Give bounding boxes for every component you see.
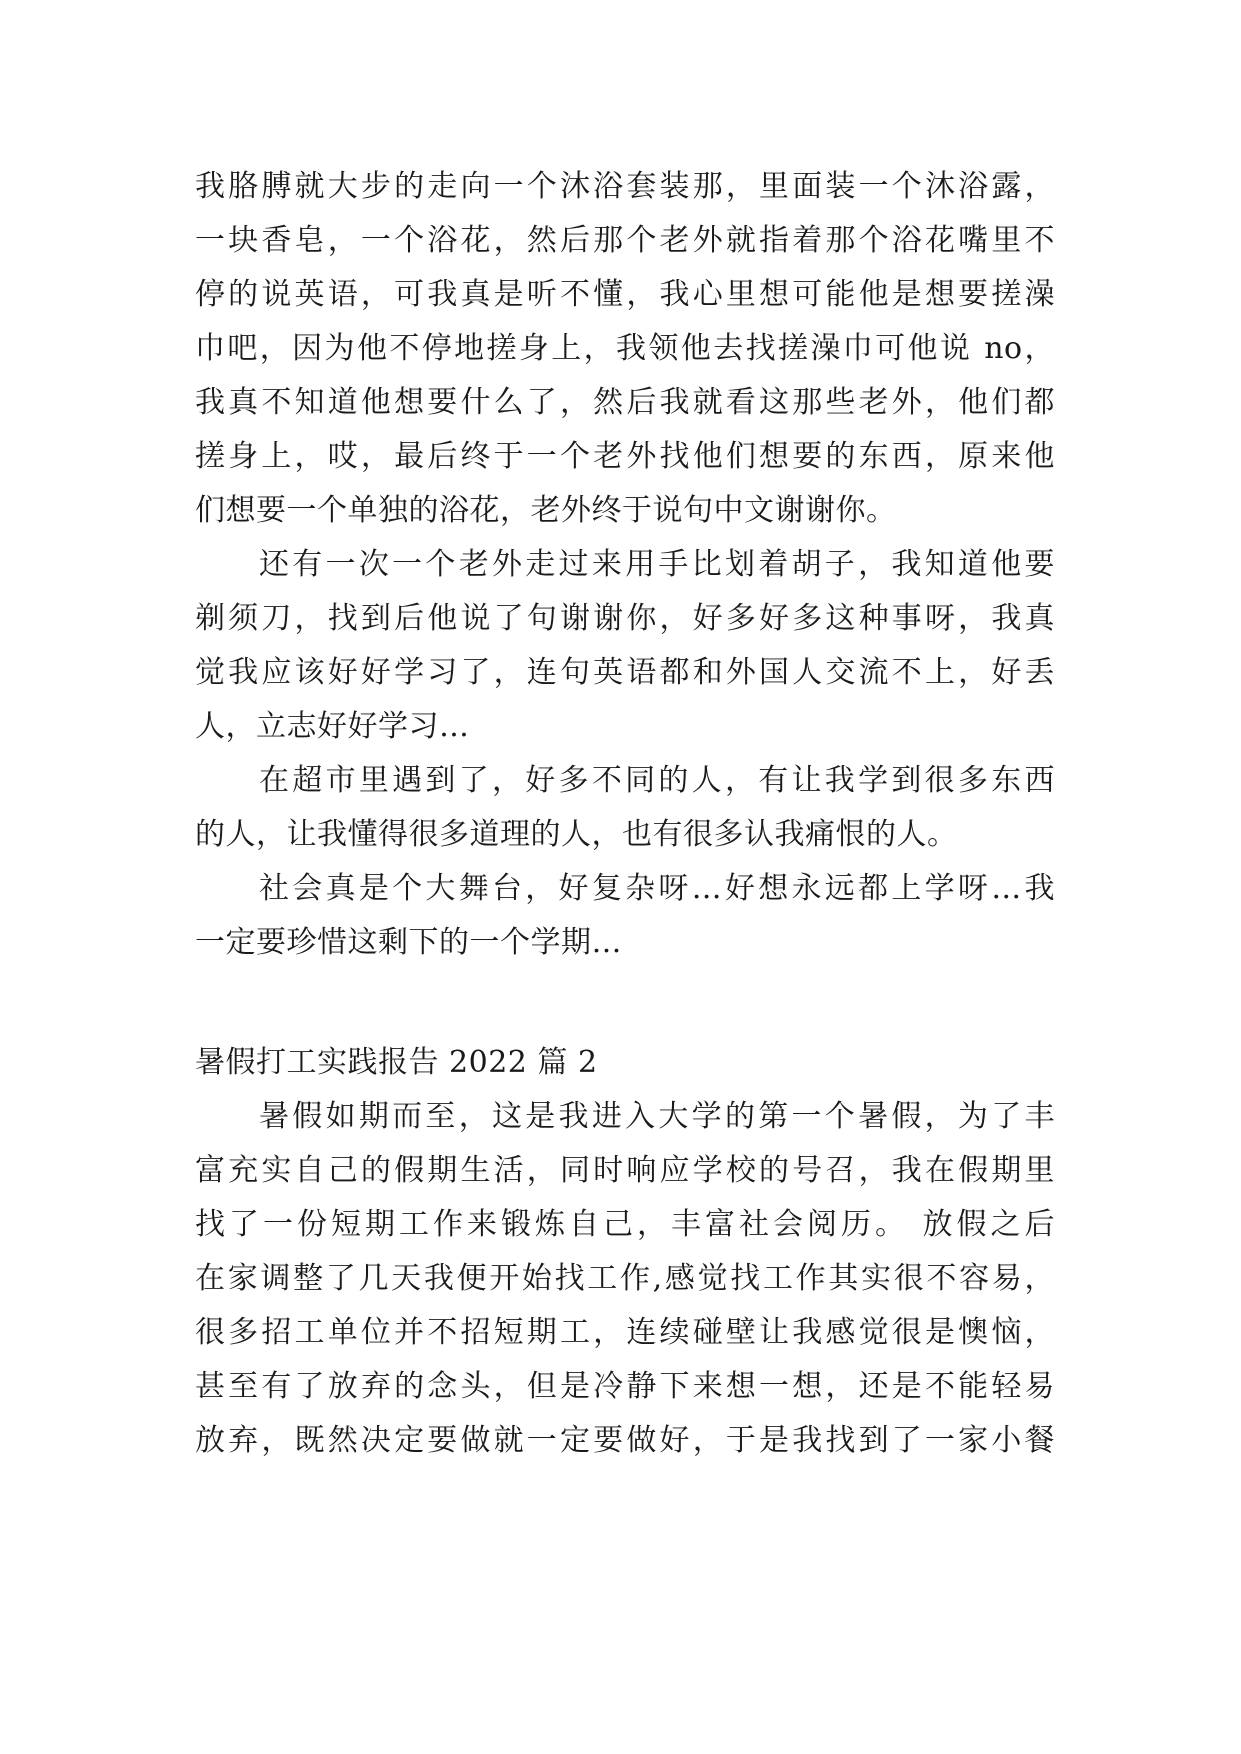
text-line: 还有一次一个老外走过来用手比划着胡子，我知道他要 — [259, 547, 1055, 582]
text-line: 停的说英语，可我真是听不懂，我心里想可能他是想要搓澡 — [195, 277, 1055, 312]
text-line: 巾吧，因为他不停地搓身上，我领他去找搓澡巾可他说 no， — [195, 331, 1055, 366]
paragraph — [195, 538, 1055, 754]
paragraph — [195, 1090, 1055, 1468]
text-line: 觉我应该好好学习了，连句英语都和外国人交流不上，好丢 — [195, 655, 1055, 690]
text-line: 的人，让我懂得很多道理的人，也有很多认我痛恨的人。 — [195, 817, 958, 852]
text-line: 暑假如期而至，这是我进入大学的第一个暑假，为了丰 — [259, 1099, 1055, 1134]
text-line: 我真不知道他想要什么了，然后我就看这那些老外，他们都 — [195, 385, 1055, 420]
text-line: 找了一份短期工作来锻炼自己，丰富社会阅历。 放假之后 — [195, 1207, 1055, 1242]
text-line: 很多招工单位并不招短期工，连续碰壁让我感觉很是懊恼， — [195, 1315, 1055, 1350]
section-spacer — [195, 970, 1055, 1036]
document-body — [195, 160, 1055, 1468]
section-heading: 暑假打工实践报告 2022 篇 2 — [195, 1045, 598, 1080]
text-line: 一块香皂，一个浴花，然后那个老外就指着那个浴花嘴里不 — [195, 223, 1055, 258]
paragraph — [195, 754, 1055, 862]
text-line: 在家调整了几天我便开始找工作,感觉找工作其实很不容易， — [195, 1261, 1055, 1296]
paragraph — [195, 160, 1055, 538]
text-line: 在超市里遇到了，好多不同的人，有让我学到很多东西 — [259, 763, 1055, 798]
text-line: 人，立志好好学习… — [195, 709, 470, 744]
text-line: 我胳膊就大步的走向一个沐浴套装那，里面装一个沐浴露， — [195, 169, 1055, 204]
text-line: 放弃，既然决定要做就一定要做好，于是我找到了一家小餐 — [195, 1423, 1055, 1458]
text-line: 社会真是个大舞台，好复杂呀…好想永远都上学呀…我 — [259, 871, 1055, 906]
text-line: 富充实自己的假期生活，同时响应学校的号召，我在假期里 — [195, 1153, 1055, 1188]
paragraph — [195, 862, 1055, 970]
text-line: 们想要一个单独的浴花，老外终于说句中文谢谢你。 — [195, 493, 897, 528]
text-line: 搓身上，哎，最后终于一个老外找他们想要的东西，原来他 — [195, 439, 1055, 474]
text-line: 甚至有了放弃的念头，但是冷静下来想一想，还是不能轻易 — [195, 1369, 1055, 1404]
text-line: 剃须刀，找到后他说了句谢谢你，好多好多这种事呀，我真 — [195, 601, 1055, 636]
text-line: 一定要珍惜这剩下的一个学期… — [195, 925, 622, 960]
